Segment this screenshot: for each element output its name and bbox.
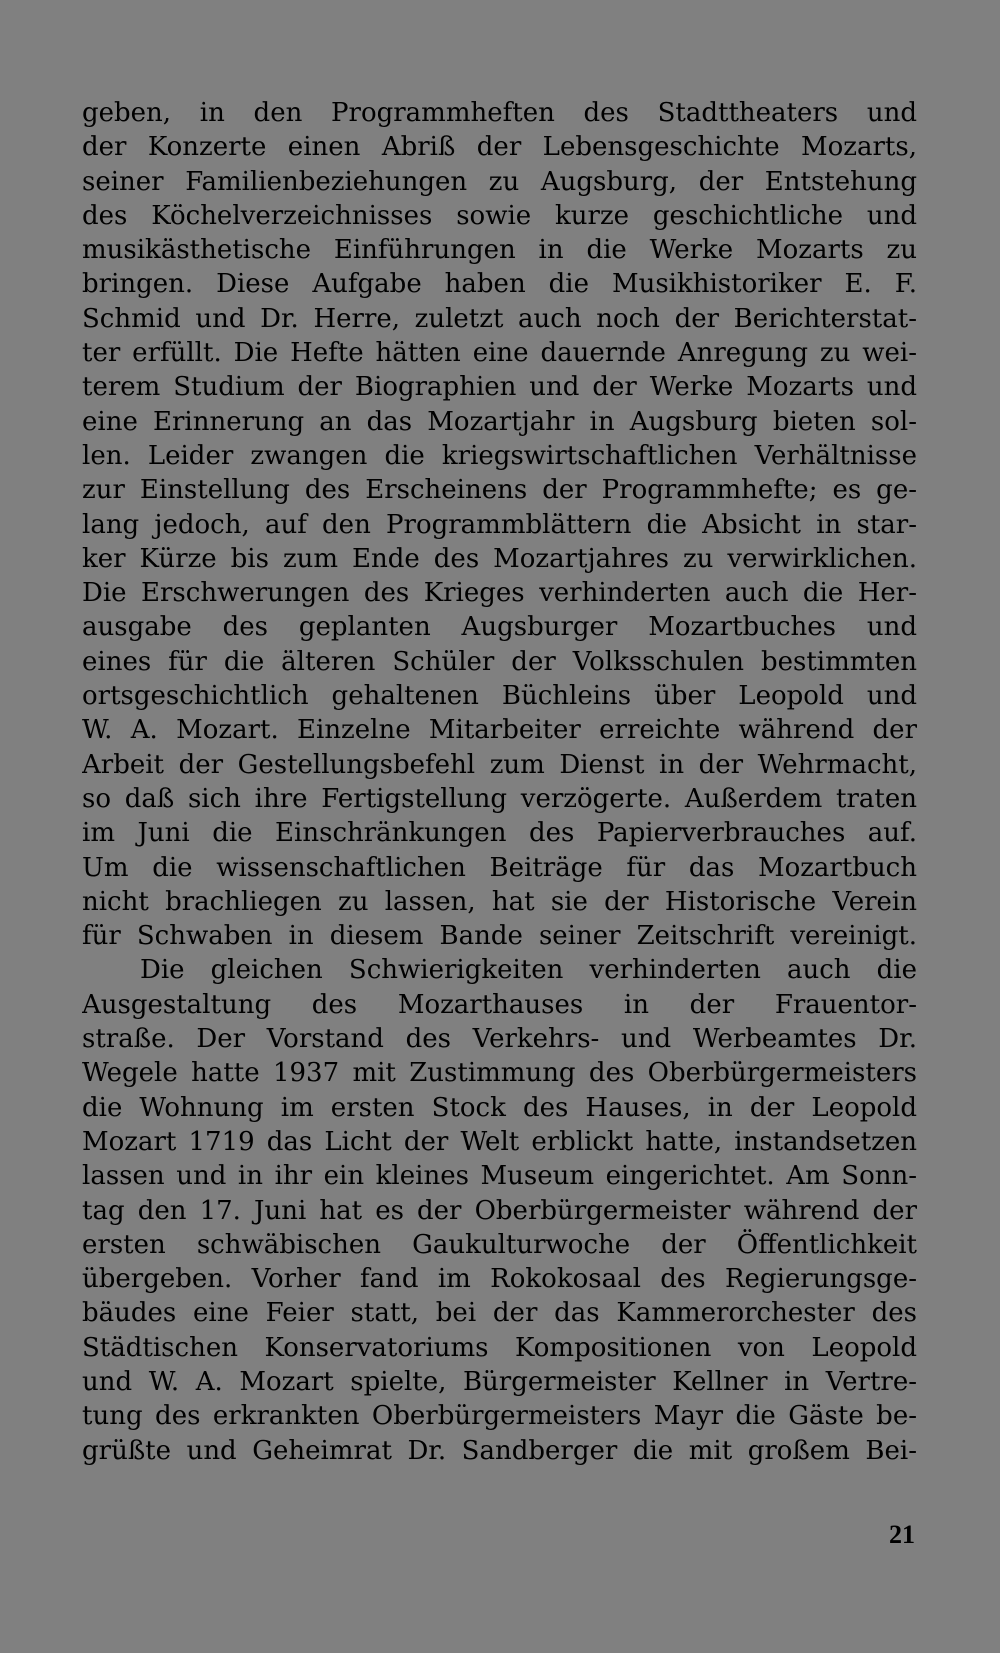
- text-line: Die gleichen Schwierigkeiten verhinderten auch die: [140, 955, 917, 986]
- text-line: W. A. Mozart. Einzelne Mitarbeiter erreichte während der: [82, 715, 917, 746]
- text-line: Schmid und Dr. Herre, zuletzt auch noch der Berichterstat-: [82, 303, 917, 334]
- text-line: Ausgestaltung des Mozarthauses in der Frauentor-: [82, 989, 917, 1020]
- text-line: musikästhetische Einführungen in die Werke Mozarts zu: [82, 235, 917, 266]
- text-line: len. Leider zwangen die kriegswirtschaftlichen Verhältnisse: [82, 440, 917, 471]
- text-line: ausgabe des geplanten Augsburger Mozartbuches und: [82, 612, 917, 643]
- text-line: Die Erschwerungen des Krieges verhinderten auch die Her-: [82, 578, 917, 609]
- text-line: straße. Der Vorstand des Verkehrs- und Werbeamtes Dr.: [82, 1024, 917, 1055]
- text-line: ter erfüllt. Die Hefte hätten eine dauernde Anregung zu wei-: [82, 338, 917, 369]
- text-line: zur Einstellung des Erscheinens der Programmhefte; es ge-: [82, 475, 917, 506]
- text-body: [82, 96, 917, 1468]
- text-line: eines für die älteren Schüler der Volksschulen bestimmten: [82, 646, 917, 677]
- text-line: ortsgeschichtlich gehaltenen Büchleins über Leopold und: [82, 681, 917, 712]
- text-line: nicht brachliegen zu lassen, hat sie der Historische Verein: [82, 886, 917, 917]
- text-line: Mozart 1719 das Licht der Welt erblickt hatte, instandsetzen: [82, 1126, 917, 1157]
- text-line: Wegele hatte 1937 mit Zustimmung des Oberbürgermeisters: [82, 1058, 917, 1089]
- text-line: terem Studium der Biographien und der Werke Mozarts und: [82, 372, 917, 403]
- text-line: Um die wissenschaftlichen Beiträge für das Mozartbuch: [82, 852, 917, 883]
- text-line: Städtischen Konservatoriums Kompositionen von Leopold: [82, 1332, 917, 1363]
- text-line: des Köchelverzeichnisses sowie kurze geschichtliche und: [82, 200, 917, 231]
- text-line: geben, in den Programmheften des Stadttheaters und: [82, 98, 917, 128]
- text-line: für Schwaben in diesem Bande seiner Zeitschrift vereinigt.: [82, 921, 917, 952]
- text-line: seiner Familienbeziehungen zu Augsburg, der Entstehung: [82, 166, 917, 197]
- text-line: so daß sich ihre Fertigstellung verzögerte. Außerdem traten: [82, 783, 917, 814]
- text-line: grüßte und Geheimrat Dr. Sandberger die mit großem Bei-: [82, 1435, 917, 1466]
- text-line: lassen und in ihr ein kleines Museum eingerichtet. Am Sonn-: [82, 1161, 917, 1192]
- text-line: lang jedoch, auf den Programmblättern die Absicht in star-: [82, 509, 917, 540]
- text-line: bäudes eine Feier statt, bei der das Kammerorchester des: [82, 1298, 917, 1329]
- text-line: bringen. Diese Aufgabe haben die Musikhistoriker E. F.: [82, 269, 917, 300]
- text-line: tag den 17. Juni hat es der Oberbürgermeister während der: [82, 1195, 917, 1226]
- text-line: Arbeit der Gestellungsbefehl zum Dienst in der Wehrmacht,: [82, 749, 917, 780]
- text-line: tung des erkrankten Oberbürgermeisters Mayr die Gäste be-: [82, 1401, 917, 1432]
- text-line: ker Kürze bis zum Ende des Mozartjahres zu verwirklichen.: [82, 543, 917, 574]
- text-line: im Juni die Einschränkungen des Papierverbrauches auf.: [82, 818, 917, 849]
- text-line: ersten schwäbischen Gaukulturwoche der Öffentlichkeit: [82, 1229, 917, 1260]
- text-line: und W. A. Mozart spielte, Bürgermeister Kellner in Vertre-: [82, 1366, 917, 1397]
- text-line: die Wohnung im ersten Stock des Hauses, in der Leopold: [82, 1092, 917, 1123]
- page-number: 21: [889, 1520, 915, 1549]
- text-line: eine Erinnerung an das Mozartjahr in Augsburg bieten sol-: [82, 406, 917, 437]
- text-line: übergeben. Vorher fand im Rokokosaal des Regierungsge-: [82, 1264, 917, 1295]
- text-line: der Konzerte einen Abriß der Lebensgeschichte Mozarts,: [82, 132, 917, 163]
